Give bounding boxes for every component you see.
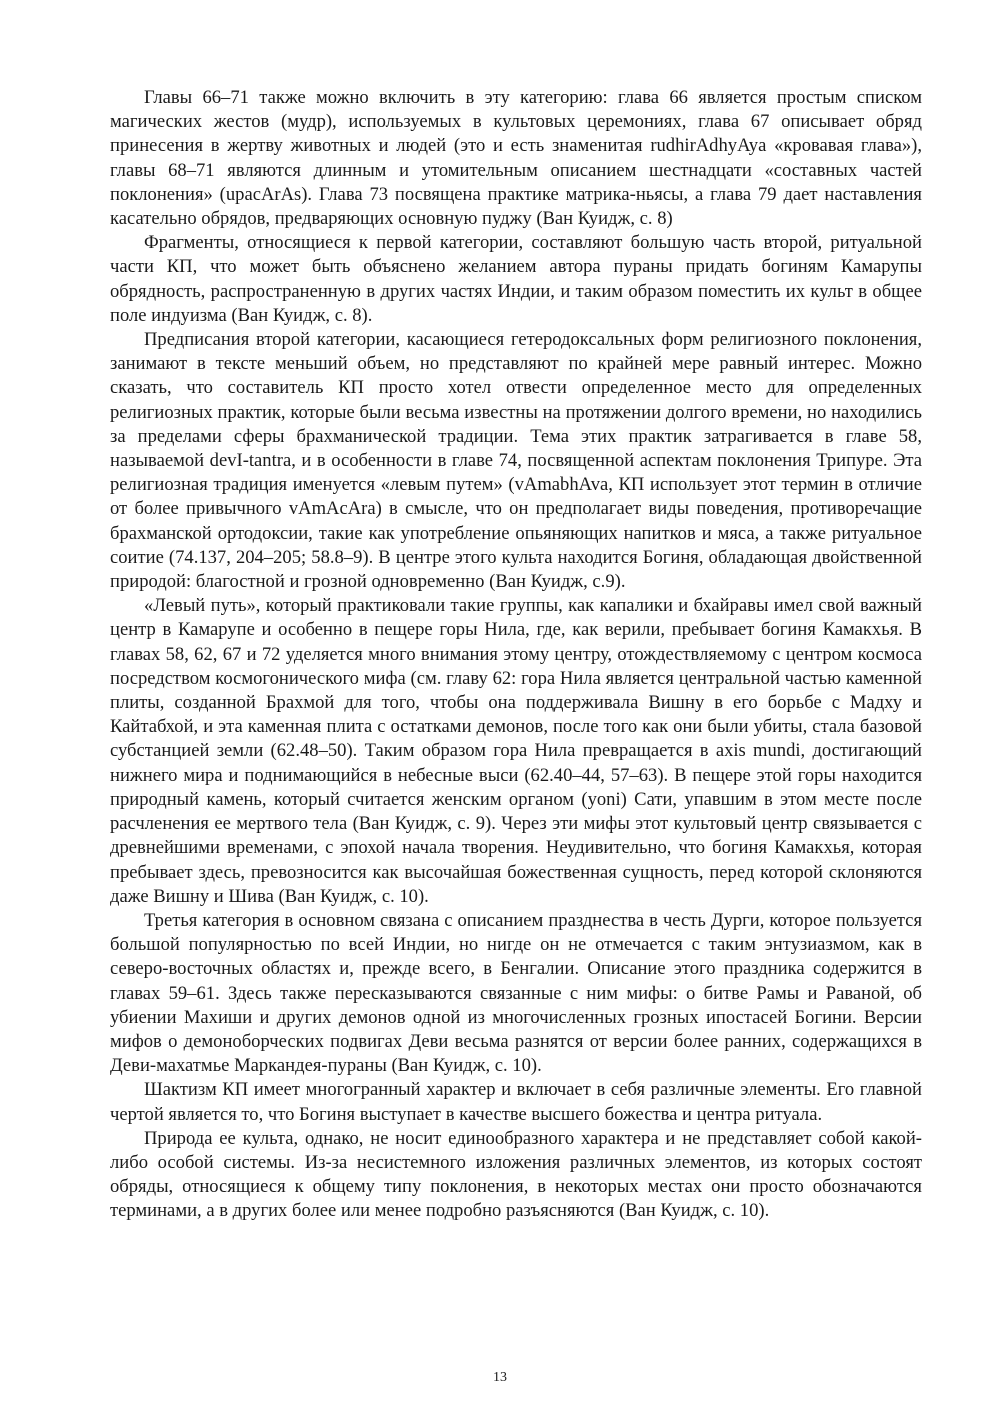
page-body (110, 86, 922, 1224)
paragraph-1: Главы 66–71 также можно включить в эту категорию: глава 66 является простым списком магических жестов (мудр), используемых в культовых церемониях, глава 67 описывает обряд принесения в жертву животных и людей (это и есть знаменитая rudhirAdhyAya «кровавая глава»), главы 68–71 являются длинным и утомительным описанием шестнадцати «составных частей поклонения» (upacArAs). Глава 73 посвящена практике матрика-ньясы, а глава 79 дает наставления касательно обрядов, предваряющих основную пуджу (Ван Куидж, с. 8) (110, 87, 922, 230)
paragraph-7: Природа ее культа, однако, не носит единообразного характера и не представляет собой какой-либо особой системы. Из-за несистемного изложения различных элементов, из которых состоят обряды, относящиеся к общему типу поклонения, в некоторых местах они просто обозначаются терминами, а в других более или менее подробно разъясняются (Ван Куидж, с. 10). (110, 1127, 922, 1222)
paragraph-3: Предписания второй категории, касающиеся гетеродоксальных форм религиозного поклонения, занимают в тексте меньший объем, но представляют по крайней мере равный интерес. Можно сказать, что составитель КП просто хотел отвести определенное место для определенных религиозных практик, которые были весьма известны на протяжении долгого времени, но находились за пределами сферы брахманической традиции. Тема этих практик затрагивается в главе 58, называемой devI-tantra, и в особенности в главе 74, посвященной аспектам поклонения Трипуре. Эта религиозная традиция именуется «левым путем» (vAmabhAva, КП использует этот термин в отличие от более привычного vAmAcAra) в смысле, что он предполагает виды поведения, противоречащие брахманской ортодоксии, такие как употребление опьяняющих напитков и мяса, а также ритуальное соитие (74.137, 204–205; 58.8–9). В центре этого культа находится Богиня, обладающая двойственной природой: благостной и грозной одновременно (Ван Куидж, с.9). (110, 329, 922, 593)
paragraph-4: «Левый путь», который практиковали такие группы, как капалики и бхайравы имел свой важный центр в Камарупе и особенно в пещере горы Нила, где, как верили, пребывает богиня Камакхья. В главах 58, 62, 67 и 72 уделяется много внимания этому центру, отождествляемому с центром космоса посредством космогонического мифа (см. главу 62: гора Нила является центральной частью каменной плиты, созданной Брахмой для того, чтобы она поддерживала Вишну в его борьбе с Мадху и Кайтабхой, и эта каменная плита с остатками демонов, после того как они были убиты, стала базовой субстанцией земли (62.48–50). Таким образом гора Нила превращается в axis mundi, достигающий нижнего мира и поднимающийся в небесные выси (62.40–44, 57–63). В пещере этой горы находится природный камень, который считается женским органом (yoni) Сати, упавшим в этом месте после расчленения ее мертвого тела (Ван Куидж, с. 9). Через эти мифы этот культовый центр связывается с древнейшими временами, с эпохой начала творения. Неудивительно, что богиня Камакхья, которая пребывает здесь, превозносится как высочайшая божественная сущность, перед которой склоняются даже Вишну и Шива (Ван Куидж, с. 10). (110, 595, 922, 907)
paragraph-2: Фрагменты, относящиеся к первой категории, составляют большую часть второй, ритуальной части КП, что может быть объяснено желанием автора пураны придать богиням Камарупы обрядность, распространенную в других частях Индии, и таким образом поместить их культ в общее поле индуизма (Ван Куидж, с. 8). (110, 232, 922, 326)
page-number: 13 (493, 1370, 507, 1385)
paragraph-5: Третья категория в основном связана с описанием празднества в честь Дурги, которое пользуется большой популярностью по всей Индии, но нигде он не отмечается с таким энтузиазмом, как в северо-восточных областях и, прежде всего, в Бенгалии. Описание этого праздника содержится в главах 59–61. Здесь также пересказываются связанные с ним мифы: о битве Рамы и Раваной, об убиении Махиши и других демонов одной из многочисленных грозных ипостасей Богини. Версии мифов о демоноборческих подвигах Деви весьма разнятся от версии более ранних, содержащихся в Деви-махатмье Маркандея-пураны (Ван Куидж, с. 10). (110, 909, 922, 1077)
paragraph-6: Шактизм КП имеет многогранный характер и включает в себя различные элементы. Его главной чертой является то, что Богиня выступает в качестве высшего божества и центра ритуала. (110, 1079, 922, 1125)
